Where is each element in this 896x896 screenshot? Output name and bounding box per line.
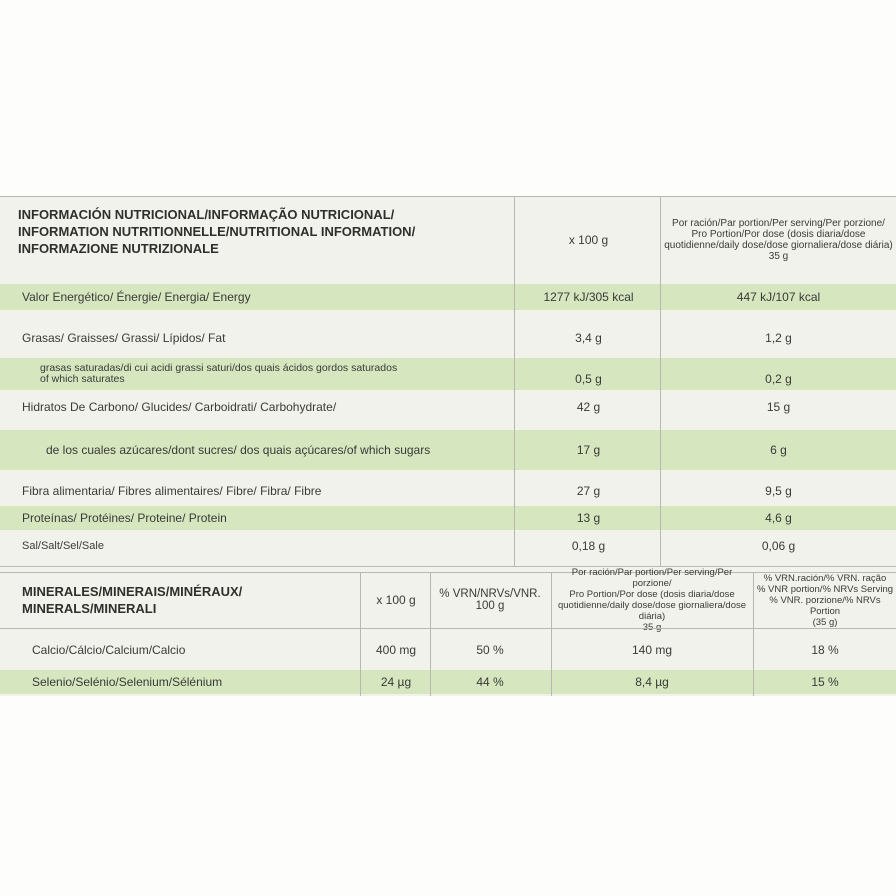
row-nrv100: 44 %	[476, 675, 504, 689]
row-serving: 0,2 g	[765, 372, 792, 386]
row-per100: 0,18 g	[571, 539, 606, 553]
minerals-table	[0, 567, 896, 696]
header-nrv100	[430, 572, 550, 628]
nutrition-title-line: INFORMATION NUTRITIONNELLE/NUTRITIONAL INFORMATION/	[18, 224, 416, 239]
nutrition-title	[18, 196, 508, 284]
per-serving-line: Por ración/Par portion/Per serving/Per porzione/	[672, 218, 885, 229]
nutrition-title-line: INFORMACIÓN NUTRICIONAL/INFORMAÇÃO NUTRICIONAL/	[18, 207, 395, 222]
row-serving: 9,5 g	[765, 484, 792, 498]
row-label-line: grasas saturadas/di cui acidi grassi saturi/dos quais ácidos gordos saturados	[40, 362, 398, 374]
nrv-serving-line: % VRN.ración/% VRN. ração	[763, 572, 887, 584]
minerals-header-row	[0, 567, 896, 628]
column-divider	[430, 572, 431, 696]
header-nrv-serving	[754, 572, 896, 628]
nrv100-line: % VRN/NRVs/VNR.	[439, 588, 541, 600]
row-per100: 3,4 g	[575, 331, 602, 345]
nutrition-title-line: INFORMAZIONE NUTRIZIONALE	[18, 241, 219, 256]
row-serving: 4,6 g	[765, 511, 792, 525]
per-serving-line: quotidienne/daily dose/dose giornaliera/dose diária)	[557, 600, 747, 622]
row-per100: 400 mg	[375, 643, 417, 657]
row-label: Grasas/ Graisses/ Grassi/ Lípidos/ Fat	[22, 331, 226, 345]
row-divider	[0, 196, 896, 197]
per-serving-line: Pro Portion/Por dose (dosis diaria/dose	[691, 229, 866, 240]
per-serving-line: quotidienne/daily dose/dose giornaliera/dose diária)	[664, 240, 893, 251]
row-divider	[0, 628, 896, 629]
row-nrv100: 50 %	[476, 643, 504, 657]
row-per100: 13 g	[576, 511, 601, 525]
nrv-serving-line: % VNR portion/% NRVs Serving	[756, 583, 894, 595]
nrv-serving-line: % VNR. porzione/% NRVs Portion	[769, 594, 881, 617]
row-per100: 1277 kJ/305 kcal	[543, 290, 634, 304]
header-per100: x 100 g	[568, 233, 609, 247]
row-label: Hidratos De Carbono/ Glucides/ Carboidrati/ Carbohydrate/	[22, 400, 337, 414]
table-row	[0, 670, 896, 694]
row-serving: 0,06 g	[761, 539, 796, 553]
minerals-title-line: MINERALES/MINERAIS/MINÉRAUX/	[22, 584, 243, 599]
per-serving-line: Pro Portion/Por dose (dosis diaria/dose	[569, 589, 735, 600]
row-per100: 24 µg	[380, 675, 412, 689]
table-row	[0, 506, 896, 530]
row-per100: 42 g	[576, 400, 601, 414]
table-row	[0, 320, 896, 356]
row-label: Sal/Salt/Sel/Sale	[22, 540, 104, 552]
row-serving: 8,4 µg	[635, 675, 669, 689]
column-divider	[753, 572, 754, 696]
row-serving: 6 g	[770, 443, 787, 457]
nrv-serving-line: (35 g)	[812, 616, 838, 628]
row-serving: 447 kJ/107 kcal	[736, 290, 821, 304]
header-per-serving	[552, 567, 752, 628]
header-per100: x 100 g	[376, 593, 416, 607]
table-row	[0, 478, 896, 504]
column-divider	[514, 196, 515, 566]
table-row	[0, 430, 896, 470]
nutrition-table	[0, 196, 896, 566]
table-row	[0, 634, 896, 666]
row-label: Proteínas/ Protéines/ Proteine/ Protein	[22, 511, 227, 525]
column-divider	[660, 196, 661, 566]
row-per100: 0,5 g	[575, 372, 602, 386]
per-serving-line: Por ración/Par portion/Per serving/Per porzione/	[571, 567, 733, 589]
table-row	[0, 284, 896, 310]
row-per100: 27 g	[576, 484, 601, 498]
minerals-title	[22, 572, 357, 628]
table-row	[0, 358, 896, 390]
row-label	[40, 358, 510, 390]
row-nrv-serving: 18 %	[811, 643, 839, 657]
row-label: Valor Energético/ Énergie/ Energia/ Energy	[22, 290, 251, 304]
row-label-line: of which saturates	[40, 373, 125, 385]
row-serving: 1,2 g	[765, 331, 792, 345]
nutrition-header-row	[0, 196, 896, 284]
row-label: Selenio/Selénio/Selenium/Sélénium	[32, 675, 223, 689]
minerals-title-line: MINERALS/MINERALI	[22, 601, 157, 616]
table-row	[0, 532, 896, 560]
table-row	[0, 394, 896, 420]
header-per-serving	[661, 196, 896, 284]
nrv100-line: 100 g	[475, 600, 505, 612]
row-label: Fibra alimentaria/ Fibres alimentaires/ Fibre/ Fibra/ Fibre	[22, 484, 322, 498]
row-serving: 140 mg	[631, 643, 673, 657]
row-per100: 17 g	[576, 443, 601, 457]
row-divider	[0, 566, 896, 567]
column-divider	[551, 572, 552, 696]
row-nrv-serving: 15 %	[811, 675, 839, 689]
row-serving: 15 g	[766, 400, 791, 414]
column-divider	[360, 572, 361, 696]
row-label: de los cuales azúcares/dont sucres/ dos quais açúcares/of which sugars	[46, 443, 431, 457]
row-label: Calcio/Cálcio/Calcium/Calcio	[32, 643, 186, 657]
per-serving-line: 35 g	[768, 251, 789, 262]
